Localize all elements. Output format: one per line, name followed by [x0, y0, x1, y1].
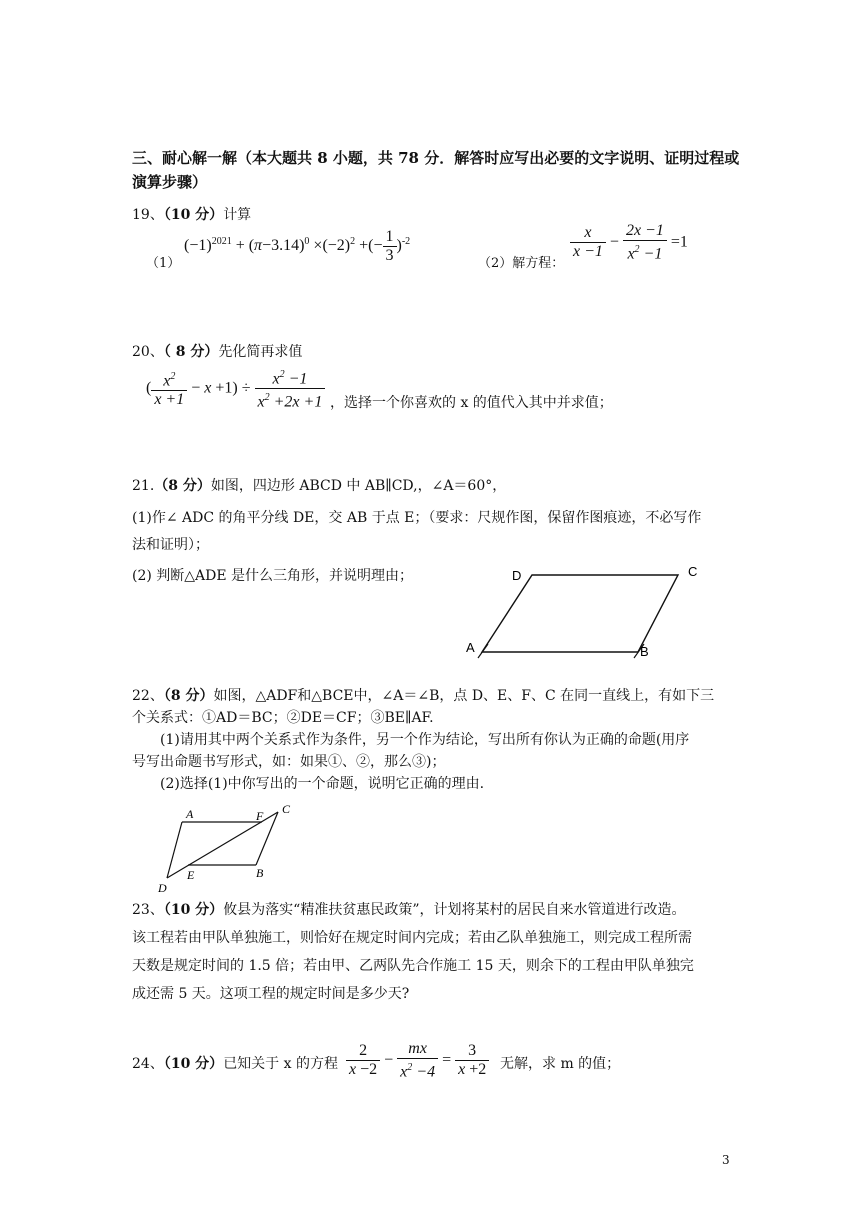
q20-heading	[132, 340, 302, 364]
q19-part2-label: （2）解方程：	[478, 256, 565, 271]
label-b: B	[256, 866, 264, 880]
q22-number: 22、	[132, 688, 164, 704]
q20-prompt: 先化简再求值	[218, 344, 303, 360]
q23-score: （10 分）	[163, 902, 224, 918]
q21-line-3: 法和证明）；	[132, 537, 209, 553]
q23-text-1: 攸县为落实“精准扶贫惠民政策”，计划将某村的居民自来水管道进行改造。	[223, 902, 686, 918]
q21-text-1: 如图，四边形 ABCD 中 AB∥CD,，∠A＝60°，	[210, 478, 507, 494]
label-d: D	[158, 881, 167, 895]
q22-line-2: 个关系式：①AD＝BC；②DE＝CF；③BE∥AF.	[132, 710, 434, 726]
label-a: A	[186, 807, 194, 821]
label-b: B	[640, 644, 649, 659]
q21-score: （8 分）	[154, 478, 211, 494]
q22-line-1	[132, 684, 714, 708]
q23-line-4: 成还需 5 天。这项工程的规定时间是多少天?	[132, 986, 410, 1002]
q22-line-4: 号写出命题书写形式，如：如果①、②，那么③)；	[132, 754, 446, 770]
q19-expression-2: $\frac{x}{x -1}$ − $\frac{2x -1}{x^2 -1}$ =1	[570, 222, 688, 263]
q24-prompt: 已知关于 x 的方程	[223, 1056, 338, 1072]
q22-line-5: (2)选择(1)中你写出的一个命题，说明它正确的理由.	[160, 776, 485, 792]
q24-tail: 无解，求 m 的值；	[500, 1056, 621, 1072]
trace-mark-a	[478, 644, 488, 658]
q22-text-1: 如图，△ADF和△BCE中，∠A＝∠B，点 D、E、F、C 在同一直线上，有如下三	[213, 688, 715, 704]
parallelogram-abcd	[482, 575, 678, 652]
q23-line-1	[132, 898, 686, 922]
q23-line-2: 该工程若由甲队单独施工，则恰好在规定时间内完成；若由乙队单独施工，则完成工程所需	[132, 930, 692, 946]
q24-number: 24、	[132, 1056, 164, 1072]
label-e: E	[187, 868, 195, 882]
q21-line-2: (1)作∠ ADC 的角平分线 DE，交 AB 于点 E；（要求：尺规作图，保留作图痕迹，不必写作	[132, 510, 702, 526]
q22-line-3: (1)请用其中两个关系式作为条件，另一个作为结论，写出所有你认为正确的命题(用序	[160, 732, 690, 748]
q19-heading	[132, 203, 251, 227]
q19-prompt: 计算	[223, 207, 252, 223]
section-title: 三、耐心解一解（本大题共 8 小题，共 78 分．解答时应写出必要的文字说明、证明过程或演算步骤）	[132, 149, 740, 191]
q21-line-4: (2) 判断△ADE 是什么三角形，并说明理由；	[132, 568, 414, 584]
label-a: A	[466, 640, 475, 655]
q23-line-3: 天数是规定时间的 1.5 倍；若由甲、乙两队先合作施工 15 天，则余下的工程由甲队单独完	[132, 958, 694, 974]
label-c: C	[282, 802, 291, 816]
q24-heading	[132, 1052, 338, 1076]
q20-number: 20、	[132, 344, 164, 360]
q21-line-1	[132, 474, 506, 498]
q21-number: 21.	[132, 478, 155, 494]
q20-tail: ，选择一个你喜欢的 x 的值代入其中并求值；	[330, 395, 613, 411]
q19-number: 19、	[132, 207, 164, 223]
q19-score: （10 分）	[163, 207, 224, 223]
segment-ad	[167, 822, 182, 878]
q22-figure	[150, 798, 310, 898]
q21-parallelogram-figure	[460, 560, 720, 665]
q20-score: （ 8 分）	[163, 344, 219, 360]
page-number: 3	[722, 1153, 730, 1167]
q19-part1-label: （1）	[146, 256, 181, 271]
q20-expression: ( $\frac{x^2}{x +1}$ − x +1) ÷ $\frac{x^2 -1}{x^2 +2x +1}$	[146, 366, 325, 412]
label-f: F	[256, 809, 264, 823]
label-c: C	[688, 564, 698, 579]
q24-equation: $\frac{2}{x -2}$ − $\frac{mx}{x^2 -4}$ = $\frac{3}{x +2}$	[346, 1040, 489, 1081]
q22-score: （8 分）	[163, 688, 214, 704]
q23-number: 23、	[132, 902, 164, 918]
label-d: D	[512, 568, 522, 583]
q24-score: （10 分）	[163, 1056, 224, 1072]
q19-expression-1: $(-1)^{2021} + (\pi-3.14)^0 \times(-2)^2$ +(− $\frac{1}{3}$ )$^{-2}$	[184, 228, 411, 264]
